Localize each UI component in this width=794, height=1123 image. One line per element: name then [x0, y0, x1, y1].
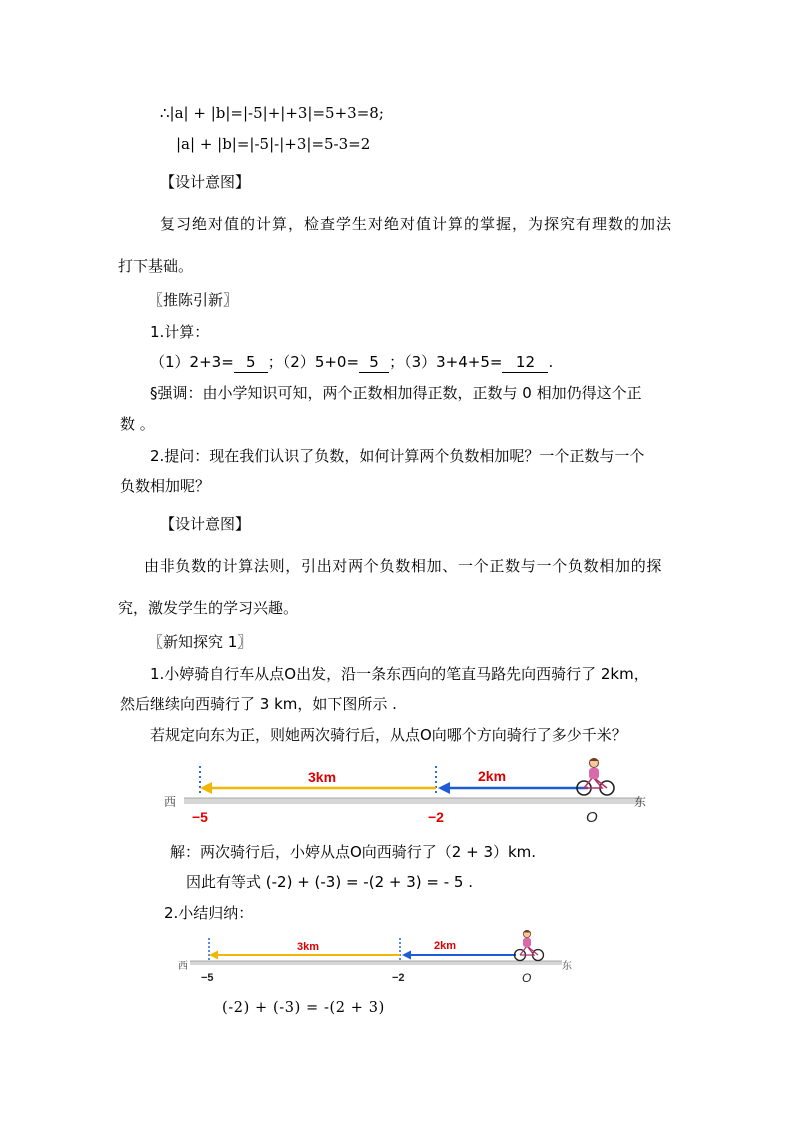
emphasis-line-2: 数 。: [120, 415, 155, 433]
design-heading-2: 【设计意图】: [160, 515, 251, 533]
tick-label-neg2-2: −2: [392, 972, 405, 984]
design-paragraph-2-line-2: 究，激发学生的学习兴趣。: [118, 599, 299, 617]
solution-line-1: 解：两次骑行后，小婷从点O向西骑行了（2 + 3）km.: [170, 843, 537, 861]
explore-problem-line-2: 然后继续向西骑行了 3 km，如下图所示 .: [120, 695, 397, 713]
design-paragraph-1-line-1: 复习绝对值的计算，检查学生对绝对值计算的掌握，为探究有理数的加法: [160, 215, 673, 233]
emphasis-line-1: §强调：由小学知识可知，两个正数相加得正数，正数与 0 相加仍得这个正: [150, 384, 642, 402]
label-2km: 2km: [478, 768, 507, 784]
summary-formula: (-2) + (-3) = -(2 + 3): [222, 1000, 385, 1016]
west-label: 西: [164, 795, 177, 809]
origin-label-2: O: [522, 971, 532, 985]
number-line-diagram-1: [160, 752, 660, 832]
design-paragraph-1-line-2: 打下基础。: [118, 257, 194, 275]
explore-problem-line-1: 1.小婷骑自行车从点O出发，沿一条东西向的笔直马路先向西骑行了 2km，: [150, 665, 649, 683]
calc-c-text: ；（3）3+4+5=: [389, 353, 503, 371]
calc-a-answer: 5: [234, 352, 268, 373]
calc-b-answer: 5: [359, 352, 389, 373]
number-line-diagram-2: [178, 928, 578, 990]
explore-question: 若规定向东为正，则她两次骑行后，从点O向哪个方向骑行了多少千米？: [150, 726, 627, 744]
abs-line-1: ∴|a| + |b|=|-5|+|+3|=5+3=8;: [160, 104, 384, 122]
origin-label: O: [586, 809, 598, 826]
label-3km: 3km: [308, 769, 337, 785]
intro-heading: 〖推陈引新〗: [148, 291, 239, 309]
road-axis-2: [190, 961, 562, 965]
road-axis: [184, 798, 642, 804]
east-label: 东: [634, 795, 647, 809]
solution-line-2: 因此有等式 (-2) + (-3) = -(2 + 3) = - 5 .: [186, 873, 473, 891]
cyclist-icon: [577, 758, 614, 795]
tick-label-neg5: −5: [192, 809, 208, 825]
summary-heading: 2.小结归纳：: [164, 904, 254, 922]
design-paragraph-2-line-1: 由非负数的计算法则，引出对两个负数相加、一个正数与一个负数相加的探: [144, 557, 663, 575]
question-2-line-2: 负数相加呢？: [120, 477, 211, 495]
arrow-2km-head: [438, 782, 450, 794]
abs-line-2: |a| + |b|=|-5|-|+3|=5-3=2: [176, 135, 371, 153]
tick-label-neg5-2: −5: [201, 972, 214, 984]
calc-a-text: （1）2+3=: [150, 353, 234, 371]
calc-end: .: [548, 353, 554, 371]
cyclist-icon-2: [515, 930, 544, 960]
arrow-3km-head: [200, 782, 212, 794]
calc-line: [150, 352, 553, 373]
arrow-2km-head-2: [402, 951, 411, 960]
question-2-line-1: 2.提问：现在我们认识了负数，如何计算两个负数相加呢？一个正数与一个: [150, 447, 645, 465]
arrow-3km-head-2: [209, 951, 218, 960]
intro-question-1: 1.计算：: [150, 323, 210, 341]
label-3km-2: 3km: [297, 941, 320, 953]
design-heading-1: 【设计意图】: [160, 173, 251, 191]
tick-label-neg2: −2: [428, 809, 444, 825]
east-label-2: 东: [562, 961, 572, 972]
calc-c-answer: 12: [502, 352, 548, 373]
calc-b-text: ；（2）5+0=: [267, 353, 360, 371]
label-2km-2: 2km: [434, 940, 457, 952]
explore-heading: 〖新知探究 1〗: [148, 633, 253, 651]
west-label-2: 西: [178, 961, 188, 972]
